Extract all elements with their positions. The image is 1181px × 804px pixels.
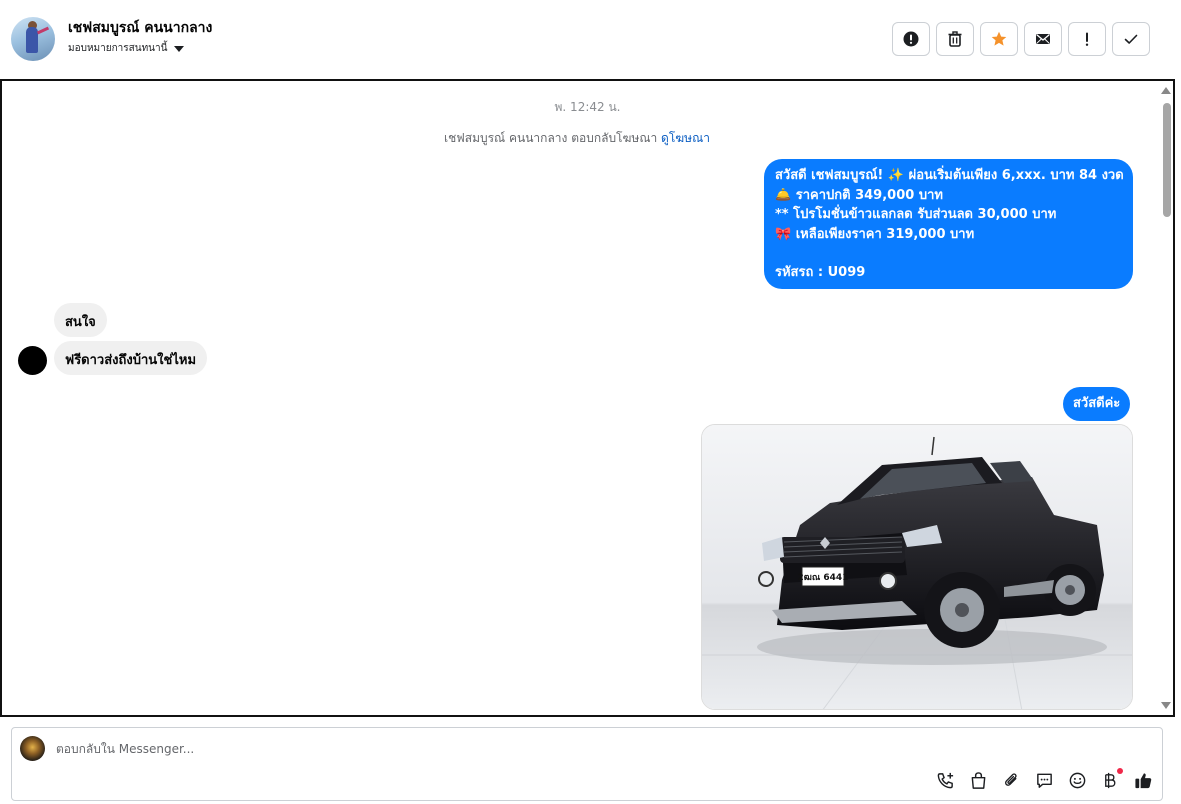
payment-button[interactable]	[1100, 770, 1121, 791]
exclamation-icon	[1079, 31, 1095, 47]
assign-label: มอบหมายการสนทนานี้	[68, 43, 168, 54]
message-input[interactable]	[56, 738, 956, 760]
saved-reply-icon	[1035, 771, 1054, 790]
star-button[interactable]	[980, 22, 1018, 56]
checkmark-icon	[1123, 31, 1139, 47]
message-line: 🛎️ ราคาปกติ 349,000 บาท	[775, 187, 943, 203]
call-button[interactable]	[935, 770, 956, 791]
like-button[interactable]	[1133, 770, 1154, 791]
ad-reply-note	[2, 129, 1152, 148]
message-line: 🎀 เหลือเพียงราคา 319,000 บาท	[775, 226, 975, 242]
ad-reply-text: เชฟสมบูรณ์ คนนากลาง ตอบกลับโฆษณา	[444, 131, 658, 145]
attach-button[interactable]	[1001, 770, 1022, 791]
sender-avatar[interactable]	[18, 346, 47, 375]
car-photo-attachment[interactable]	[701, 424, 1133, 710]
star-icon	[991, 31, 1007, 47]
mark-done-button[interactable]	[1112, 22, 1150, 56]
license-plate-text: 2ฒณ 6441	[797, 573, 849, 583]
caret-down-icon	[174, 46, 184, 52]
message-line: ** โปรโมชั่นข้าวแลกลด รับส่วนลด 30,000 บาท	[775, 207, 1057, 222]
assign-conversation-dropdown[interactable]	[68, 41, 184, 56]
saved-replies-button[interactable]	[1034, 770, 1055, 791]
delete-button[interactable]	[936, 22, 974, 56]
conversation-actions	[892, 22, 1150, 56]
pickup-truck-image	[702, 425, 1133, 710]
promo-message-bubble	[764, 159, 1133, 289]
incoming-message-bubble: สนใจ	[54, 303, 107, 337]
view-ad-link[interactable]: ดูโฆษณา	[661, 131, 710, 145]
scrollbar-thumb[interactable]	[1163, 103, 1171, 217]
message-line	[775, 244, 1123, 263]
envelope-icon	[1035, 31, 1051, 47]
shopping-bag-icon	[969, 771, 988, 790]
scroll-down-arrow[interactable]	[1161, 702, 1171, 709]
mark-unread-button[interactable]	[1024, 22, 1062, 56]
message-thread[interactable]	[0, 79, 1175, 717]
baht-icon	[1101, 771, 1120, 790]
message-line: รหัสรถ : U099	[775, 265, 866, 280]
incoming-message-bubble: ฟรีดาวส่งถึงบ้านใช่ไหม	[54, 341, 207, 375]
conversation-header	[0, 0, 1181, 78]
alert-circle-icon	[903, 31, 919, 47]
notification-dot	[1117, 768, 1123, 774]
paperclip-icon	[1002, 771, 1021, 790]
thumbs-up-icon	[1134, 771, 1153, 790]
page-avatar	[20, 736, 45, 761]
reply-composer	[11, 727, 1163, 801]
message-line: สวัสดี เชฟสมบูรณ์! ✨ ผ่อนเริ่มต้นเพียง 6,xxx. บาท 84 งวด	[775, 168, 1124, 183]
phone-plus-icon	[936, 771, 955, 790]
report-button[interactable]	[892, 22, 930, 56]
emoji-button[interactable]	[1067, 770, 1088, 791]
shop-button[interactable]	[968, 770, 989, 791]
contact-name[interactable]: เชฟสมบูรณ์ คนนากลาง	[68, 20, 213, 36]
trash-icon	[947, 31, 963, 47]
emoji-icon	[1068, 771, 1087, 790]
composer-toolbar	[935, 770, 1154, 791]
scroll-up-arrow[interactable]	[1161, 87, 1171, 94]
follow-up-button[interactable]	[1068, 22, 1106, 56]
message-timestamp: พ. 12:42 น.	[554, 100, 621, 114]
contact-avatar[interactable]	[11, 17, 55, 61]
outgoing-message-bubble: สวัสดีค่ะ	[1063, 387, 1130, 421]
